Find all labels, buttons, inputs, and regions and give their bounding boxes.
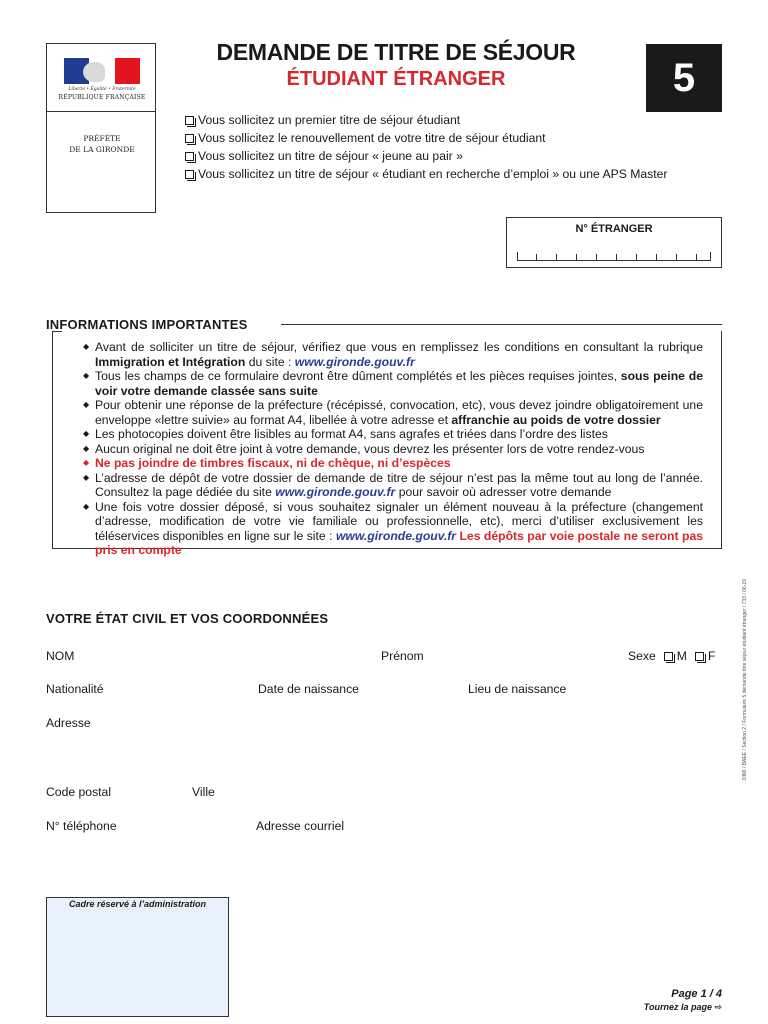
page-title: DEMANDE DE TITRE DE SÉJOUR (216, 39, 576, 65)
page-subtitle: ÉTUDIANT ÉTRANGER (286, 68, 506, 90)
lieu-naissance-field[interactable]: Lieu de naissance (468, 682, 567, 696)
prefecture-line-2: DE LA GIRONDE (69, 145, 135, 154)
option-first-permit[interactable]: Vous sollicitez un premier titre de séjour étudiant (185, 111, 668, 129)
option-job-search[interactable]: Vous sollicitez un titre de séjour « étudiant en recherche d’emploi » ou une APS Master (185, 165, 668, 183)
prenom-field[interactable]: Prénom (381, 649, 424, 663)
option-renewal[interactable]: Vous sollicitez le renouvellement de votre titre de séjour étudiant (185, 129, 668, 147)
option-au-pair[interactable]: Vous sollicitez un titre de séjour « jeune au pair » (185, 147, 668, 165)
civil-status-heading: VOTRE ÉTAT CIVIL ET VOS COORDONNÉES (46, 611, 329, 626)
info-box (52, 331, 722, 557)
checkbox-icon[interactable] (185, 170, 194, 179)
list-item: ◆ Une fois votre dossier déposé, si vous souhaitez signaler un élément nouveau à la préfecture (changement d’adresse, modification de votre vie familiale ou professionnelle, etc), merci d’utiliser exclusivement les téléservices disponibles en ligne sur le site : www.gironde.gouv.fr Les dépôts par voie postale ne seront pas pris en compte (83, 500, 703, 558)
list-item: ◆ Ne pas joindre de timbres fiscaux, ni de chèque, ni d’espèces (83, 456, 703, 471)
site-link[interactable]: www.gironde.gouv.fr (275, 485, 396, 499)
page-number: Page 1 / 4 (671, 988, 722, 1000)
checkbox-icon[interactable] (185, 152, 194, 161)
checkbox-icon[interactable] (695, 652, 704, 661)
nationalite-field[interactable]: Nationalité (46, 682, 104, 696)
checkbox-icon[interactable] (185, 134, 194, 143)
ville-field[interactable]: Ville (192, 785, 215, 799)
info-heading: INFORMATIONS IMPORTANTES (46, 317, 248, 332)
etranger-number-box (506, 217, 722, 268)
adresse-field[interactable]: Adresse (46, 716, 91, 730)
republic-name: RÉPUBLIQUE FRANÇAISE (58, 94, 146, 101)
list-item: ◆ Les photocopies doivent être lisibles au format A4, sans agrafes et triées dans l’ordre des listes (83, 427, 703, 442)
list-item: ◆ Aucun original ne doit être joint à votre demande, vous devrez les présenter lors de votre rendez-vous (83, 442, 703, 457)
checkbox-icon[interactable] (664, 652, 673, 661)
date-naissance-field[interactable]: Date de naissance (258, 682, 359, 696)
courriel-field[interactable]: Adresse courriel (256, 819, 345, 833)
site-link[interactable]: www.gironde.gouv.fr (335, 528, 457, 543)
etranger-label: N° ÉTRANGER (575, 223, 653, 235)
code-postal-field[interactable]: Code postal (46, 785, 112, 799)
info-list (83, 340, 703, 558)
list-item: ◆ L’adresse de dépôt de votre dossier de demande de titre de séjour n’est pas la même tout au long de l’année. Consultez la page dédiée du site www.gironde.gouv.fr pour savoir où adresser votre demande (83, 471, 703, 500)
admin-label: Cadre réservé à l’administration (68, 899, 207, 909)
sexe-field: Sexe M F (628, 649, 716, 663)
prefecture-logo (46, 43, 156, 213)
republic-motto: Liberté • Égalité • Fraternité (68, 87, 136, 92)
nom-field[interactable]: NOM (46, 649, 75, 663)
admin-reserved-box (46, 897, 229, 1017)
prefecture-line-1: PRÉFÈTE (83, 134, 121, 143)
turn-page-label: Tournez la page ⇨ (643, 1002, 722, 1012)
request-type-options (185, 111, 668, 183)
etranger-number-field[interactable] (517, 252, 711, 261)
divider (281, 324, 722, 325)
form-number-badge: 5 (646, 44, 722, 112)
prefecture-name (53, 133, 151, 155)
list-item: ◆ Avant de solliciter un titre de séjour, vérifiez que vous en remplissez les conditions en consultant la rubrique Immigration et Intégration du site : www.gironde.gouv.fr (83, 340, 703, 369)
checkbox-icon[interactable] (185, 116, 194, 125)
telephone-field[interactable]: N° téléphone (46, 819, 117, 833)
site-link[interactable]: www.gironde.gouv.fr (294, 354, 415, 369)
list-item: ◆ Tous les champs de ce formulaire devront être dûment complétés et les pièces requises jointes, sous peine de voir votre demande classée sans suite (83, 369, 703, 398)
marianne-flag-logo (64, 58, 140, 84)
document-reference: DIMI / BAEE / Section 2 / Formulaire 5 demande titre séjour étudiant étranger / 733 / 06-19 (742, 579, 748, 780)
list-item: ◆ Pour obtenir une réponse de la préfecture (récépissé, convocation, etc), vous devez joindre obligatoirement une enveloppe «lettre suivie» au format A4, libellée à votre adresse et affranchie au poids de votre dossier (83, 398, 703, 427)
